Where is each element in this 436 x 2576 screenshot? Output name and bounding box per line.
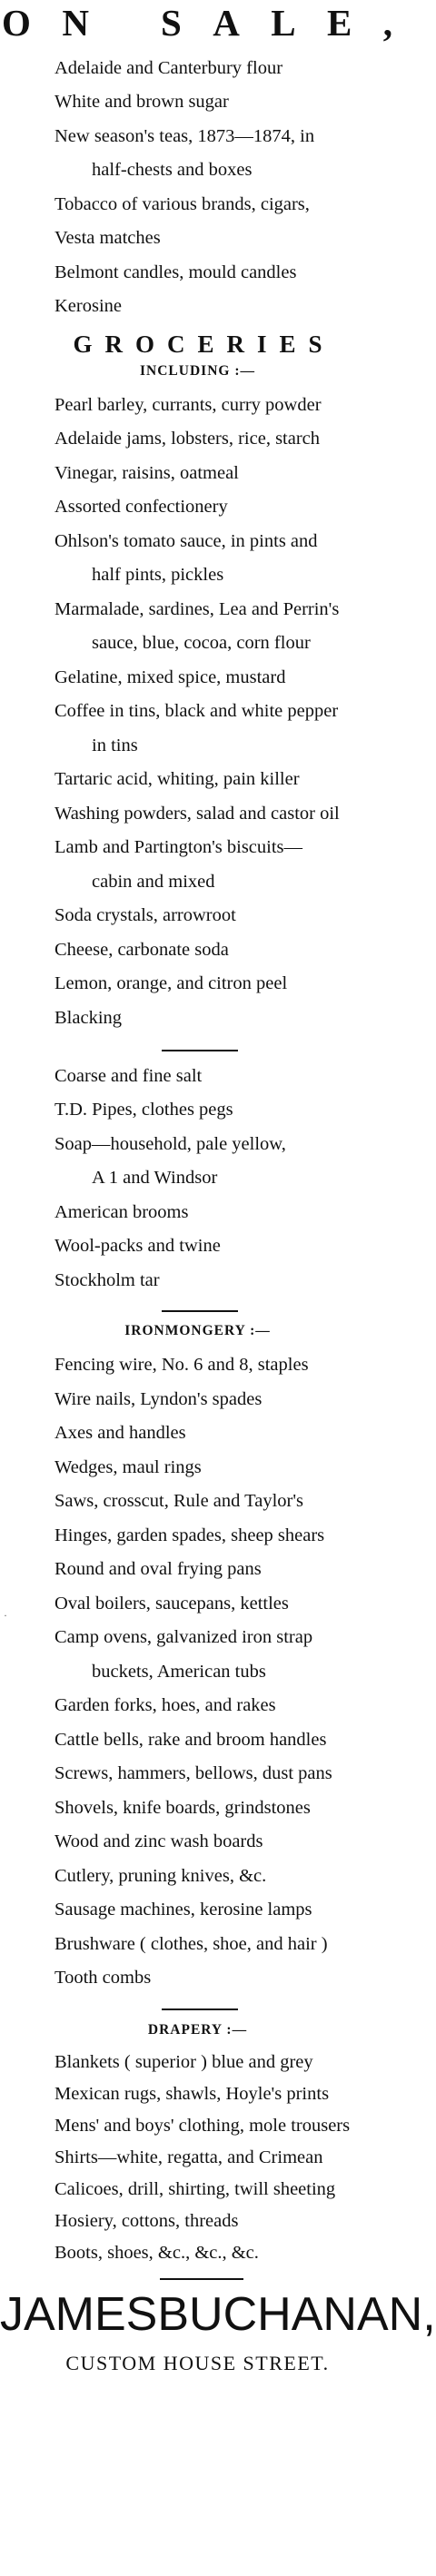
list-item: Marmalade, sardines, Lea and Perrin's bbox=[54, 599, 340, 619]
list-item: Gelatine, mixed spice, mustard bbox=[54, 667, 286, 687]
list-item: Blankets ( superior ) blue and grey bbox=[54, 2052, 313, 2072]
merchant-address: CUSTOM HOUSE STREET. bbox=[65, 2352, 330, 2374]
section-divider bbox=[160, 2278, 243, 2280]
headline-letter: E bbox=[326, 2, 352, 44]
headline-letter: , bbox=[382, 2, 392, 44]
list-item: Tooth combs bbox=[54, 1968, 152, 1988]
list-item: Shovels, knife boards, grindstones bbox=[54, 1798, 311, 1818]
list-item: Shirts—white, regatta, and Crimean bbox=[54, 2147, 323, 2167]
groceries-heading: GROCERIES bbox=[73, 331, 335, 358]
section-divider bbox=[162, 1050, 238, 1051]
list-item: Belmont candles, mould candles bbox=[54, 262, 297, 282]
list-item: Garden forks, hoes, and rakes bbox=[54, 1695, 276, 1715]
list-item: Adelaide jams, lobsters, rice, starch bbox=[54, 429, 321, 449]
list-item: Axes and handles bbox=[54, 1423, 186, 1443]
list-item: Cutlery, pruning knives, &c. bbox=[54, 1866, 267, 1886]
list-item: Oval boilers, saucepans, kettles bbox=[54, 1594, 289, 1614]
list-item: Vesta matches bbox=[54, 228, 161, 248]
list-item: Washing powders, salad and castor oil bbox=[54, 804, 340, 824]
list-item: Mexican rugs, shawls, Hoyle's prints bbox=[54, 2084, 330, 2104]
list-item: Hosiery, cottons, threads bbox=[54, 2211, 239, 2231]
list-item: Vinegar, raisins, oatmeal bbox=[54, 463, 239, 483]
list-item: Saws, crosscut, Rule and Taylor's bbox=[54, 1491, 304, 1511]
list-item: cabin and mixed bbox=[92, 872, 215, 892]
list-item: White and brown sugar bbox=[54, 92, 229, 112]
list-item: Ohlson's tomato sauce, in pints and bbox=[54, 531, 318, 551]
list-item: Boots, shoes, &c., &c., &c. bbox=[54, 2243, 259, 2263]
list-item: Lamb and Partington's biscuits— bbox=[54, 837, 303, 857]
ironmongery-heading: IRONMONGERY :— bbox=[124, 1323, 271, 1338]
list-item: Round and oval frying pans bbox=[54, 1559, 262, 1579]
list-item: Brushware ( clothes, shoe, and hair ) bbox=[54, 1934, 328, 1954]
print-speck: · bbox=[4, 1609, 7, 1622]
list-item: Soap—household, pale yellow, bbox=[54, 1134, 286, 1154]
list-item: Wood and zinc wash boards bbox=[54, 1831, 263, 1851]
list-item: Hinges, garden spades, sheep shears bbox=[54, 1525, 325, 1545]
list-item: Sausage machines, kerosine lamps bbox=[54, 1900, 312, 1920]
list-item: half pints, pickles bbox=[92, 565, 224, 585]
list-item: Blacking bbox=[54, 1008, 123, 1028]
list-item: Kerosine bbox=[54, 296, 123, 316]
list-item: New season's teas, 1873—1874, in bbox=[54, 126, 315, 146]
merchant-first-name: JAMES bbox=[0, 2288, 158, 2341]
list-item: Coffee in tins, black and white pepper bbox=[54, 701, 339, 721]
list-item: Wire nails, Lyndon's spades bbox=[54, 1389, 263, 1409]
groceries-subheading: INCLUDING :— bbox=[140, 363, 255, 379]
list-item: Assorted confectionery bbox=[54, 497, 228, 517]
list-item: Adelaide and Canterbury flour bbox=[54, 58, 283, 78]
list-item: Camp ovens, galvanized iron strap bbox=[54, 1627, 313, 1647]
merchant-last-name: BUCHANAN, bbox=[157, 2288, 436, 2341]
headline-letter: S bbox=[160, 2, 182, 44]
list-item: Tobacco of various brands, cigars, bbox=[54, 194, 310, 214]
section-divider bbox=[162, 1310, 238, 1312]
list-item: in tins bbox=[92, 735, 138, 755]
list-item: Wedges, maul rings bbox=[54, 1457, 202, 1477]
list-item: Stockholm tar bbox=[54, 1270, 160, 1290]
list-item: Cheese, carbonate soda bbox=[54, 940, 229, 960]
drapery-heading: DRAPERY :— bbox=[147, 2022, 248, 2038]
list-item: sauce, blue, cocoa, corn flour bbox=[92, 633, 311, 653]
list-item: Tartaric acid, whiting, pain killer bbox=[54, 769, 300, 789]
list-item: Soda crystals, arrowroot bbox=[54, 905, 236, 925]
list-item: Screws, hammers, bellows, dust pans bbox=[54, 1763, 332, 1783]
headline bbox=[2, 0, 392, 45]
list-item: American brooms bbox=[54, 1202, 189, 1222]
list-item: T.D. Pipes, clothes pegs bbox=[54, 1100, 233, 1120]
list-item: A 1 and Windsor bbox=[92, 1168, 218, 1188]
headline-letter: L bbox=[271, 2, 296, 44]
headline-gap bbox=[120, 0, 129, 45]
section-divider bbox=[162, 2008, 238, 2010]
list-item: Coarse and fine salt bbox=[54, 1066, 203, 1086]
list-item: buckets, American tubs bbox=[92, 1662, 266, 1682]
list-item: Cattle bells, rake and broom handles bbox=[54, 1730, 327, 1750]
headline-letter: A bbox=[213, 2, 240, 44]
list-item: Pearl barley, currants, curry powder bbox=[54, 395, 322, 415]
list-item: Wool-packs and twine bbox=[54, 1236, 221, 1256]
list-item: Lemon, orange, and citron peel bbox=[54, 973, 288, 993]
headline-letter: N bbox=[62, 2, 89, 44]
merchant-name bbox=[0, 2286, 436, 2343]
list-item: Mens' and boys' clothing, mole trousers bbox=[54, 2116, 351, 2136]
list-item: half-chests and boxes bbox=[92, 160, 253, 180]
list-item: Fencing wire, No. 6 and 8, staples bbox=[54, 1355, 309, 1375]
headline-letter: O bbox=[2, 2, 31, 44]
list-item: Calicoes, drill, shirting, twill sheeting bbox=[54, 2179, 336, 2199]
